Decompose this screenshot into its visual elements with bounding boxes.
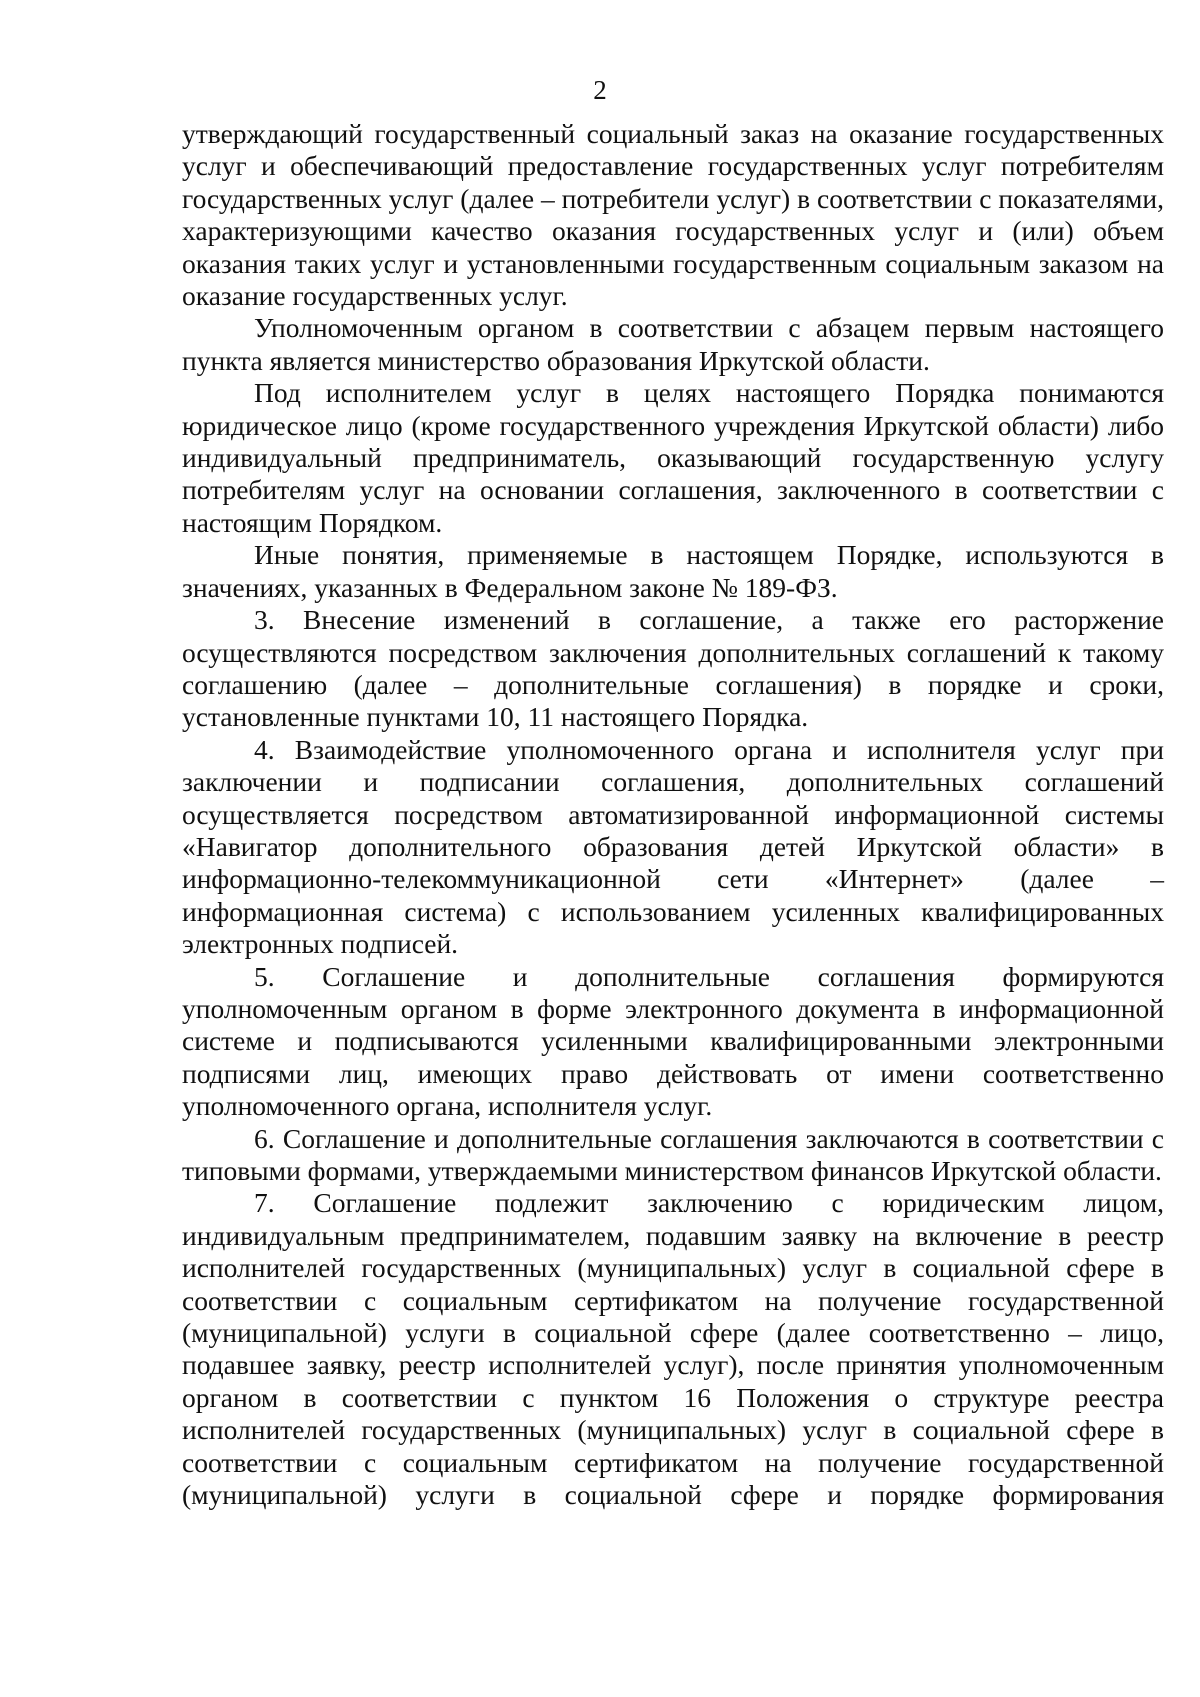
document-body <box>182 118 1164 1511</box>
page-number: 2 <box>593 75 607 105</box>
paragraph-item-6: 6. Соглашение и дополнительные соглашения заключаются в соответствии с типовыми формами, утверждаемыми министерством финансов Иркутской области. <box>182 1122 1164 1186</box>
paragraph-item-5: 5. Соглашение и дополнительные соглашения формируются уполномоченным органом в форме электронного документа в информационной системе и подписываются усиленными квалифицированными электронными подписями лиц, имеющих право действовать от имени соответственно уполномоченного органа, исполнителя услуг. <box>182 960 1164 1122</box>
paragraph-service-provider-definition: Под исполнителем услуг в целях настоящего Порядка понимаются юридическое лицо (кроме государственного учреждения Иркутской области) либо индивидуальный предприниматель, оказывающий государственную услугу потребителям услуг на основании соглашения, заключенного в соответствии с настоящим Порядком. <box>182 377 1164 538</box>
paragraph-other-terms: Иные понятия, применяемые в настоящем Порядке, используются в значениях, указанных в Федеральном законе № 189-ФЗ. <box>182 539 1164 603</box>
paragraph-item-3: 3. Внесение изменений в соглашение, а также его расторжение осуществляются посредством заключения дополнительных соглашений к такому соглашению (далее – дополнительные соглашения) в порядке и сроки, установленные пунктами 10, 11 настоящего Порядка. <box>182 604 1164 733</box>
paragraph-item-7: 7. Соглашение подлежит заключению с юридическим лицом, индивидуальным предпринимателем, подавшим заявку на включение в реестр исполнителей государственных (муниципальных) услуг в социальной сфере в соответствии с социальным сертификатом на получение государственной (муниципальной) услуги в социальной сфере (далее соответственно – лицо, подавшее заявку, реестр исполнителей услуг), после принятия уполномоченным органом в соответствии с пунктом 16 Положения о структуре реестра исполнителей государственных (муниципальных) услуг в социальной сфере в соответствии с социальным сертификатом на получение государственной (муниципальной) услуги в социальной сфере и порядке формирования <box>182 1187 1164 1511</box>
paragraph-authorized-body: Уполномоченным органом в соответствии с абзацем первым настоящего пункта является министерство образования Иркутской области. <box>182 312 1164 376</box>
paragraph-continuation: утверждающий государственный социальный заказ на оказание государственных услуг и обеспечивающий предоставление государственных услуг потребителям государственных услуг (далее – потребители услуг) в соответствии с показателями, характеризующими качество оказания государственных услуг и (или) объем оказания таких услуг и установленными государственным социальным заказом на оказание государственных услуг. <box>182 118 1164 312</box>
paragraph-item-4: 4. Взаимодействие уполномоченного органа и исполнителя услуг при заключении и подписании соглашения, дополнительных соглашений осуществляется посредством автоматизированной информационной системы «Навигатор дополнительного образования детей Иркутской области» в информационно-телекоммуникационной сети «Интернет» (далее – информационная система) с использованием усиленных квалифицированных электронных подписей. <box>182 733 1164 960</box>
